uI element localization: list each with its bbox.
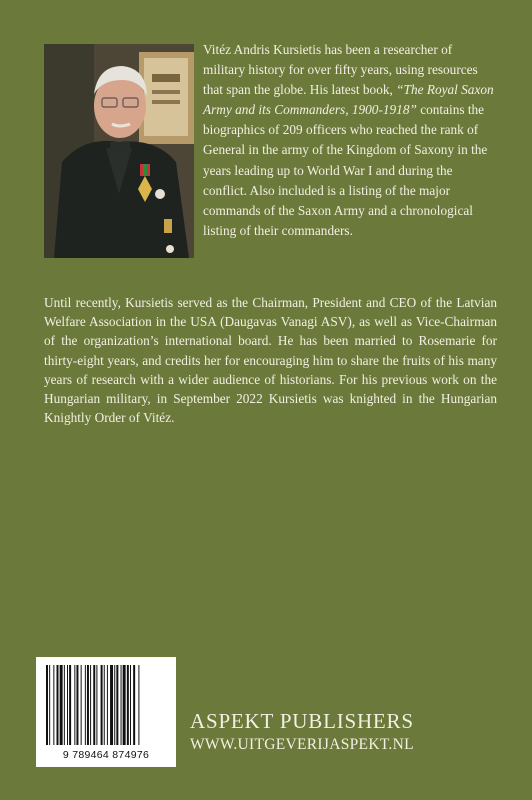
author-photo [44, 44, 194, 258]
bio-intro-rest: contains the biographics of 209 officers who reached the rank of General in the army of the Kingdom of Saxony in the years leading up to World War I and during the conflict. Also included is a listing of the major commands of the Saxon Army and a chronological listing of their commanders. [203, 102, 488, 238]
publisher-website[interactable]: WWW.UITGEVERIJASPEKT.NL [190, 736, 414, 753]
book-title: “The Royal Saxon Army and its Commanders, 1900-1918” [203, 82, 494, 118]
author-bio-intro [203, 40, 497, 241]
bio-intro-text: Vitéz Andris Kursietis has been a researcher of military history for over fifty years, using resources that span the globe. His latest book, [203, 42, 478, 98]
barcode-bars [36, 657, 176, 749]
author-bio-career: Until recently, Kursietis served as the Chairman, President and CEO of the Latvian Welfare Association in the USA (Daugavas Vanagi ASV), as well as Vice-Chairman of the organization’s international board. He has been married to Rosemarie for thirty-eight years, and credits her for encouraging him to share the fruits of his many years of research with a wider audience of historians. For his previous work on the Hungarian military, in September 2022 Kursietis was knighted in the Hungarian Knightly Order of Vitéz. [44, 295, 497, 426]
isbn-number: 9 789464 874976 [62, 749, 150, 761]
isbn-barcode [36, 657, 176, 767]
publisher-name: ASPEKT PUBLISHERS [190, 709, 414, 733]
